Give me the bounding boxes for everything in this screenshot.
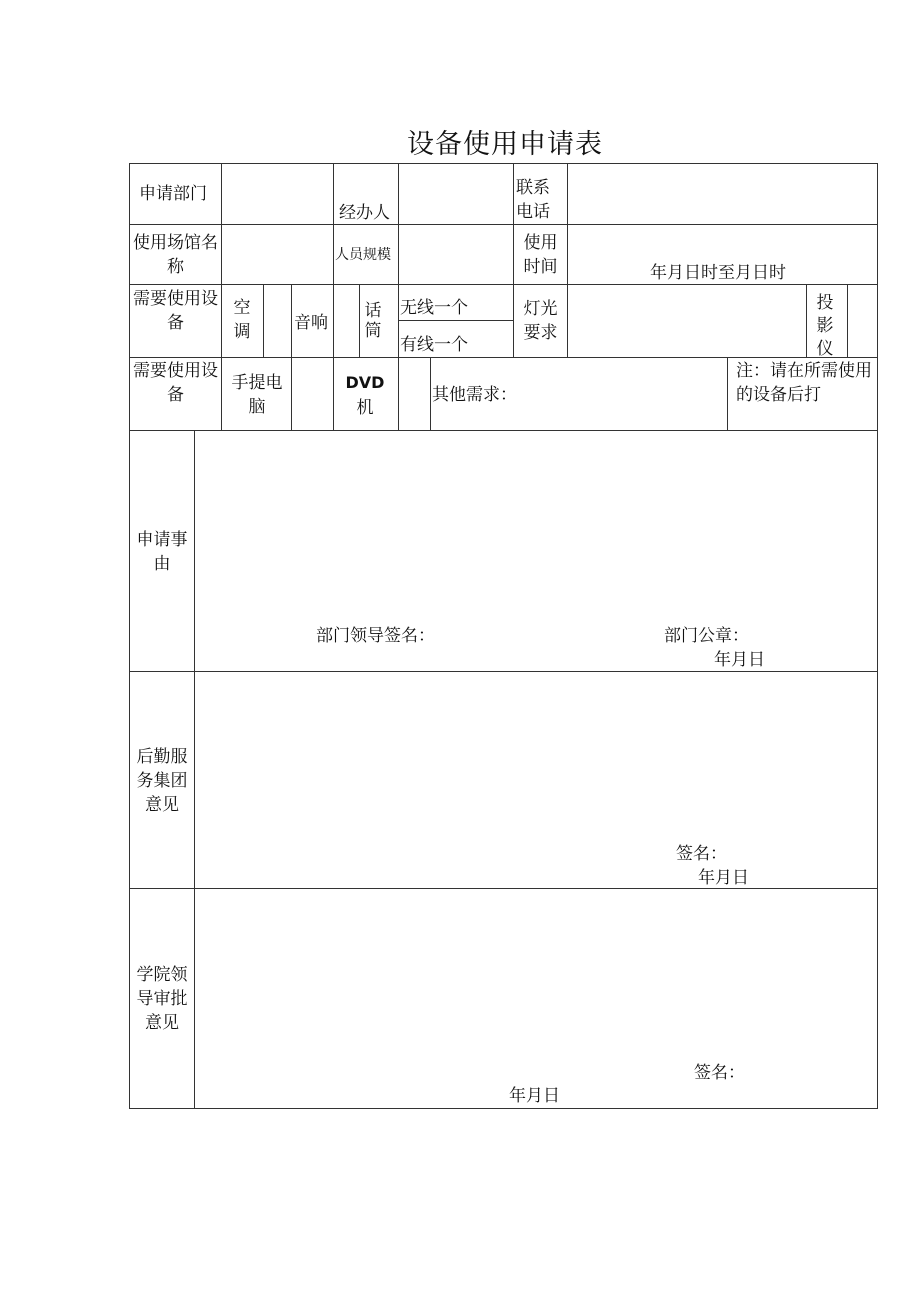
projector-checkbox[interactable]: [848, 285, 876, 356]
equipment-label: 需要使用设备: [133, 289, 218, 333]
other-needs-label: 其他需求：: [432, 385, 517, 405]
dvd-label-suffix: 机: [356, 398, 374, 418]
mic-label: 话筒: [364, 301, 382, 341]
table-border-right: [877, 163, 878, 1109]
col-separator: [727, 357, 728, 430]
dept-seal-label: 部门公章：: [664, 626, 749, 646]
laptop-label: 手提电脑: [231, 373, 283, 417]
mic-split-line: [398, 320, 513, 321]
table-border-bottom: [129, 1108, 878, 1109]
audio-checkbox[interactable]: [334, 285, 358, 356]
venue-field[interactable]: [222, 225, 332, 283]
projector-label: 投影仪: [816, 293, 834, 359]
logistics-date: 年月日: [698, 868, 749, 888]
row-separator: [129, 357, 878, 358]
col-separator: [291, 284, 292, 357]
lighting-field[interactable]: [568, 285, 805, 356]
college-label: 学院领导审批意见: [136, 965, 188, 1033]
time-label: 使用时间: [523, 233, 558, 277]
people-field[interactable]: [399, 225, 512, 283]
time-value: 年月日时至月日时: [650, 263, 786, 283]
wired-mic-label: 有线一个: [400, 335, 468, 355]
col-separator: [333, 357, 334, 430]
people-label: 人员规模: [335, 247, 391, 263]
audio-label: 音响: [294, 313, 328, 333]
phone-field[interactable]: [568, 164, 876, 223]
handler-field[interactable]: [399, 164, 512, 223]
col-separator: [221, 284, 222, 357]
dept-label: 申请部门: [139, 184, 207, 204]
col-separator: [430, 357, 431, 430]
col-separator: [513, 284, 514, 357]
dvd-label: DVD: [345, 373, 385, 392]
table-border-left: [129, 163, 130, 1109]
reason-label: 申请事由: [136, 530, 188, 574]
college-opinion-field[interactable]: [195, 889, 876, 1054]
ac-label: 空调: [233, 298, 251, 342]
equipment-label-2: 需要使用设备: [133, 361, 218, 405]
col-separator: [221, 357, 222, 430]
lighting-label: 灯光要求: [523, 299, 558, 343]
logistics-label: 后勤服务集团意见: [136, 747, 188, 815]
reason-date: 年月日: [714, 650, 765, 670]
phone-label: 联系电话: [516, 178, 550, 222]
col-separator: [513, 163, 514, 284]
venue-label: 使用场馆名称: [133, 233, 218, 277]
leader-sign-label: 部门领导签名：: [316, 626, 435, 646]
handler-label: 经办人: [339, 203, 390, 223]
ac-checkbox[interactable]: [264, 285, 290, 356]
college-date: 年月日: [509, 1086, 560, 1106]
dept-field[interactable]: [222, 164, 332, 223]
note-text: 注：请在所需使用的设备后打: [736, 361, 872, 405]
col-separator: [333, 163, 334, 284]
col-separator: [359, 284, 360, 357]
col-separator: [806, 284, 807, 357]
logistics-sign-label: 签名：: [676, 844, 727, 864]
dvd-checkbox[interactable]: [399, 358, 429, 429]
logistics-opinion-field[interactable]: [195, 672, 876, 837]
other-needs-field[interactable]: [520, 358, 726, 429]
reason-field[interactable]: [195, 431, 876, 611]
college-sign-label: 签名：: [694, 1063, 745, 1083]
wireless-mic-label: 无线一个: [400, 298, 468, 318]
form-title: 设备使用申请表: [407, 129, 603, 160]
laptop-checkbox[interactable]: [292, 358, 332, 429]
